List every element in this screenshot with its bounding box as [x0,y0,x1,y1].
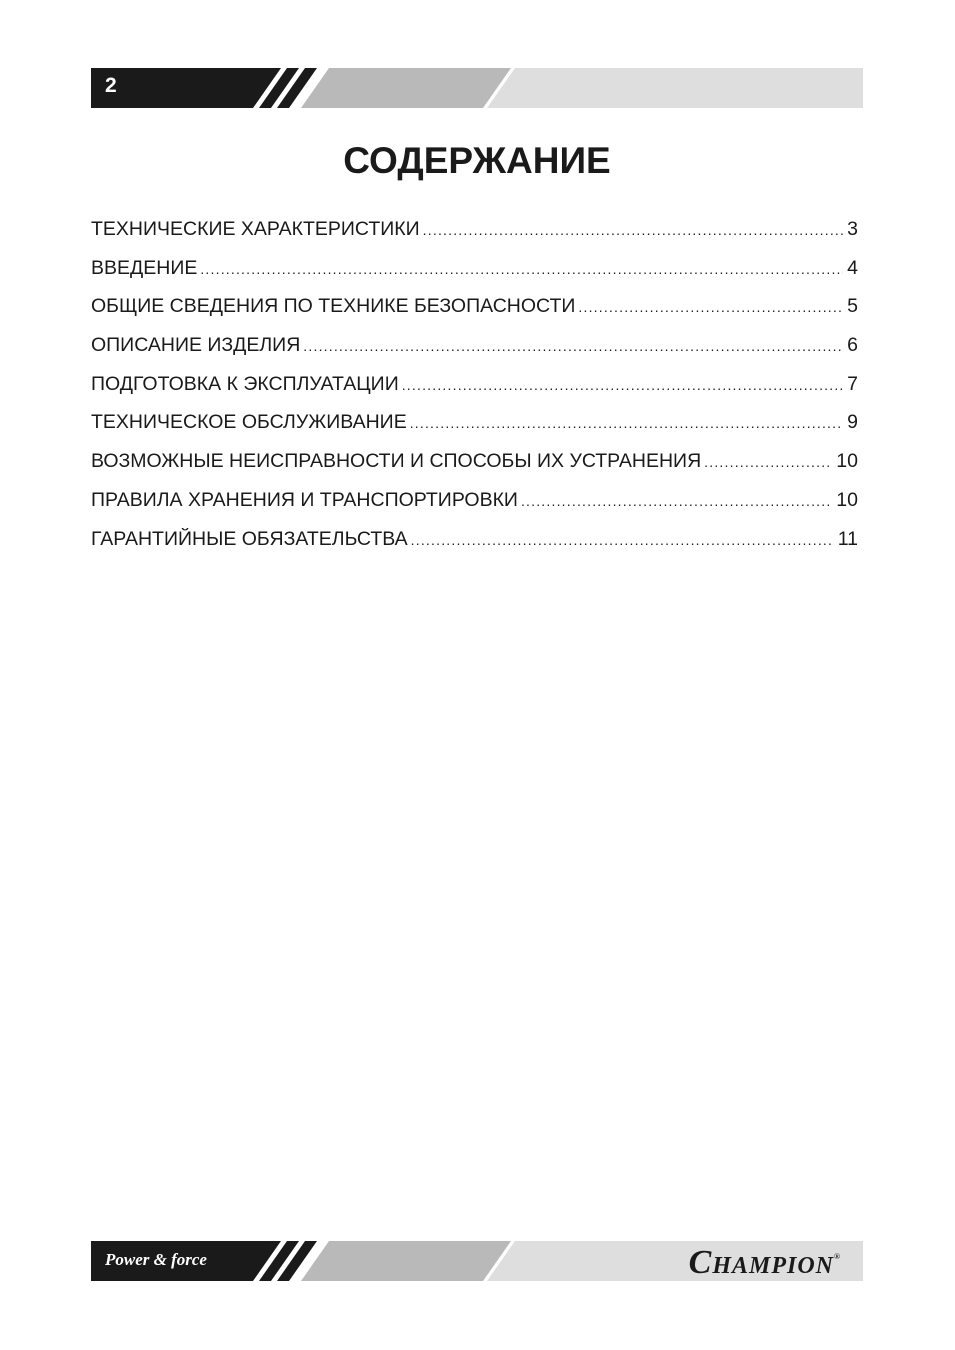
toc-item[interactable] [91,489,858,528]
brand-logo [689,1244,841,1282]
brand-logo-initial: C [688,1244,713,1281]
toc-leader-dots [704,454,832,470]
toc-item-title: ОБЩИЕ СВЕДЕНИЯ ПО ТЕХНИКЕ БЕЗОПАСНОСТИ [91,295,576,318]
toc-item[interactable] [91,334,858,373]
page-title: СОДЕРЖАНИЕ [343,140,611,181]
toc-item-title: ПОДГОТОВКА К ЭКСПЛУАТАЦИИ [91,372,399,395]
toc-leader-dots [200,261,843,277]
toc-item[interactable] [91,373,858,412]
toc-item-page: 7 [847,372,858,395]
toc-item-page: 4 [847,256,858,279]
toc-item-title: ТЕХНИЧЕСКИЕ ХАРАКТЕРИСТИКИ [91,218,420,240]
footer-slogan: Power & force [105,1250,207,1269]
toc-leader-dots [423,222,843,238]
toc-item-page: 11 [837,527,858,550]
toc-item[interactable] [91,257,858,296]
toc-item[interactable] [91,528,858,567]
header-band [91,68,863,108]
toc-item-title: ВОЗМОЖНЫЕ НЕИСПРАВНОСТИ И СПОСОБЫ ИХ УСТРАНЕНИЯ [91,450,702,473]
toc-leader-dots [578,299,843,315]
page-number: 2 [105,74,117,97]
toc-item-page: 10 [836,488,858,511]
header-dark-block [91,68,271,108]
table-of-contents [91,218,858,566]
toc-item-page: 6 [847,334,858,357]
toc-item-title: ПРАВИЛА ХРАНЕНИЯ И ТРАНСПОРТИРОВКИ [91,488,518,511]
toc-item[interactable] [91,450,858,489]
toc-item[interactable] [91,295,858,334]
footer-band [91,1241,863,1281]
toc-item-title: ВВЕДЕНИЕ [91,256,198,279]
toc-leader-dots [410,415,843,431]
header-band-graphic [91,68,863,108]
toc-item[interactable] [91,218,858,257]
header-mid-block [301,68,511,108]
brand-registered-mark: ® [834,1252,841,1261]
toc-item-page: 9 [847,411,858,434]
toc-leader-dots [402,377,843,393]
footer-mid-block [301,1241,511,1281]
toc-item-title: ТЕХНИЧЕСКОЕ ОБСЛУЖИВАНИЕ [91,411,407,434]
toc-leader-dots [303,338,843,354]
toc-item-title: ОПИСАНИЕ ИЗДЕЛИЯ [91,334,301,357]
toc-leader-dots [521,493,832,509]
toc-item-page: 5 [847,295,858,318]
toc-leader-dots [411,532,834,548]
toc-item-page: 3 [847,218,858,240]
toc-item[interactable] [91,411,858,450]
toc-item-page: 10 [836,450,858,473]
brand-logo-rest: HAMPION [712,1253,835,1279]
header-light-block [487,68,863,108]
toc-item-title: ГАРАНТИЙНЫЕ ОБЯЗАТЕЛЬСТВА [91,527,408,550]
